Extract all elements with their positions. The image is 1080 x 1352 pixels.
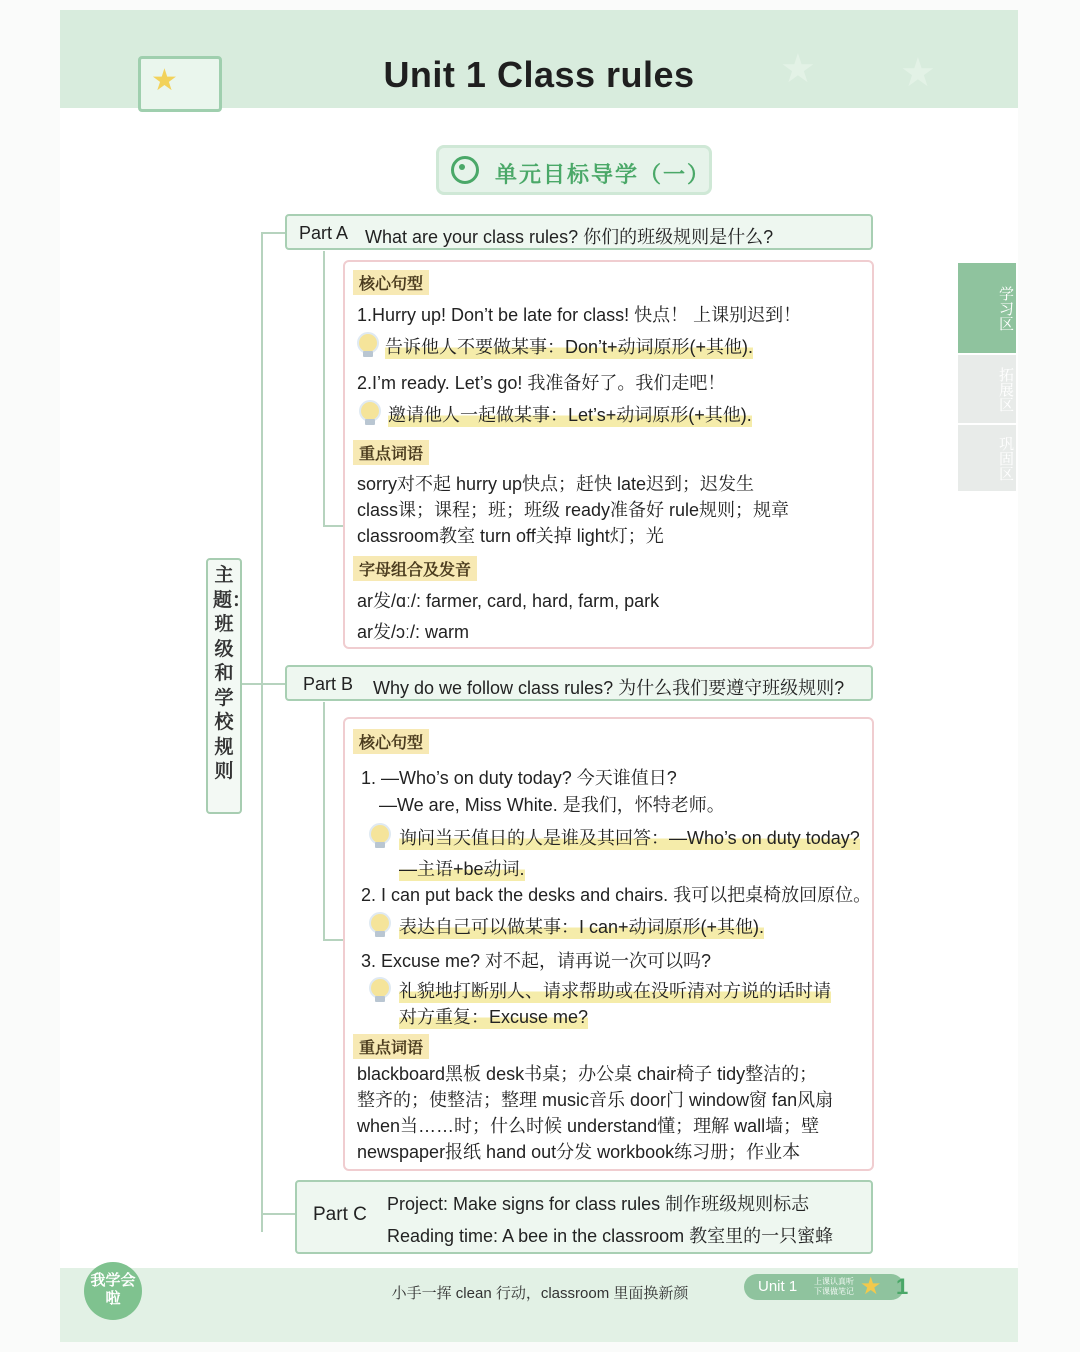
part-a-header (285, 214, 873, 250)
sentence-1b: —We are, Miss White. 是我们，怀特老师。 (379, 795, 725, 815)
side-tabs (958, 263, 1018, 493)
page-header (60, 10, 1018, 108)
decor-star-icon: ★ (780, 47, 816, 91)
tab-extension-area[interactable]: 拓展区 (958, 355, 1016, 423)
words-line-2: 整齐的；使整洁；整理 music音乐 door门 window窗 fan风扇 (357, 1090, 834, 1110)
part-b-question: Why do we follow class rules? 为什么我们要遵守班级规则? (373, 678, 845, 698)
lightbulb-icon (369, 977, 391, 999)
topic-label (206, 558, 252, 814)
page-title: Unit 1 Class rules (383, 54, 695, 95)
part-c-reading: Reading time: A bee in the classroom 教室里的一只蜜蜂 (387, 1226, 834, 1246)
tree-connector (261, 232, 285, 234)
tip-1: 告诉他人不要做某事：Don’t+动词原形(+其他). (385, 333, 753, 359)
tip-3a: 礼貌地打断别人、请求帮助或在没听清对方说的话时请 (399, 977, 831, 1003)
topic-text: 主题：班级和学校规则 (213, 565, 252, 782)
sentence-2: 2. I can put back the desks and chairs. 我可以把桌椅放回原位。 (361, 885, 872, 905)
tree-connector (261, 232, 263, 1232)
core-sentences-badge: 核心句型 (353, 270, 429, 295)
lightbulb-icon (359, 400, 381, 422)
star-icon: ★ (151, 64, 178, 97)
sentence-3: 3. Excuse me? 对不起，请再说一次可以吗? (361, 951, 712, 971)
tip-2: 表达自己可以做某事：I can+动词原形(+其他). (399, 913, 764, 939)
phonics-line-1: ar发/ɑː/: farmer, card, hard, farm, park (357, 591, 660, 611)
tip-1a: 询问当天值日的人是谁及其回答：—Who’s on duty today? (399, 824, 860, 850)
part-c-project: Project: Make signs for class rules 制作班级规则标志 (387, 1194, 810, 1214)
tab-review-area[interactable]: 巩固区 (958, 425, 1016, 491)
tree-connector (261, 1213, 295, 1215)
goal-label: 单元目标导学（一） (495, 162, 712, 187)
page (60, 10, 1018, 1342)
words-line-1: blackboard黑板 desk书桌；办公桌 chair椅子 tidy整洁的； (357, 1064, 818, 1084)
sentence-1: 1.Hurry up! Don’t be late for class! 快点！ 上课别迟到！ (357, 305, 802, 325)
words-line-1: sorry对不起 hurry up快点；赶快 late迟到；迟发生 (357, 474, 755, 494)
tab-study-area[interactable]: 学习区 (958, 263, 1016, 353)
footer-slogan: 小手一挥 clean 行动，classroom 里面换新颜 (391, 1285, 689, 1302)
sentence-2: 2.I’m ready. Let’s go! 我准备好了。我们走吧！ (357, 373, 726, 393)
tip-2: 邀请他人一起做某事：Let’s+动词原形(+其他). (388, 401, 752, 427)
words-line-4: newspaper报纸 hand out分发 workbook练习册；作业本 (357, 1142, 801, 1162)
part-b-header (285, 665, 873, 701)
part-a-question: What are your class rules? 你们的班级规则是什么? (365, 227, 774, 247)
sentence-1a: 1. —Who’s on duty today? 今天谁值日? (361, 768, 677, 788)
lightbulb-icon (369, 912, 391, 934)
section-goal-banner (436, 145, 712, 195)
star-mascot-icon: ★ (860, 1273, 882, 1300)
part-b-tag: Part B (303, 674, 354, 694)
tree-connector (323, 702, 325, 940)
page-number: 1 (896, 1274, 909, 1299)
core-sentences-badge: 核心句型 (353, 729, 429, 754)
tip-3b: 对方重复：Excuse me? (399, 1003, 588, 1029)
part-c-box (295, 1180, 873, 1254)
part-c-tag: Part C (313, 1204, 367, 1225)
words-line-2: class课；课程；班；班级 ready准备好 rule规则；规章 (357, 500, 790, 520)
footer-logo-text: 我学会啦 (90, 1272, 136, 1307)
tree-connector (323, 525, 343, 527)
tree-connector (323, 251, 325, 526)
unit-label: Unit 1 (758, 1278, 798, 1295)
part-a-box (343, 260, 874, 649)
tip-1b: —主语+be动词. (399, 855, 525, 881)
unit-tagline: 上课认真听 下课做笔记 (814, 1277, 854, 1296)
phonics-line-2: ar发/ɔː/: warm (357, 622, 470, 642)
key-words-badge: 重点词语 (353, 440, 429, 465)
words-line-3: when当……时；什么时候 understand懂；理解 wall墙；壁 (357, 1116, 820, 1136)
tree-connector (238, 683, 285, 685)
tree-connector (323, 939, 343, 941)
phonics-badge: 字母组合及发音 (353, 556, 477, 581)
words-line-3: classroom教室 turn off关掉 light灯；光 (357, 526, 664, 546)
decor-star-icon: ★ (900, 51, 936, 95)
key-words-badge: 重点词语 (353, 1034, 429, 1059)
part-b-box (343, 717, 874, 1171)
part-a-tag: Part A (299, 223, 349, 243)
lightbulb-icon (357, 332, 379, 354)
lightbulb-icon (369, 823, 391, 845)
target-icon (451, 156, 479, 184)
